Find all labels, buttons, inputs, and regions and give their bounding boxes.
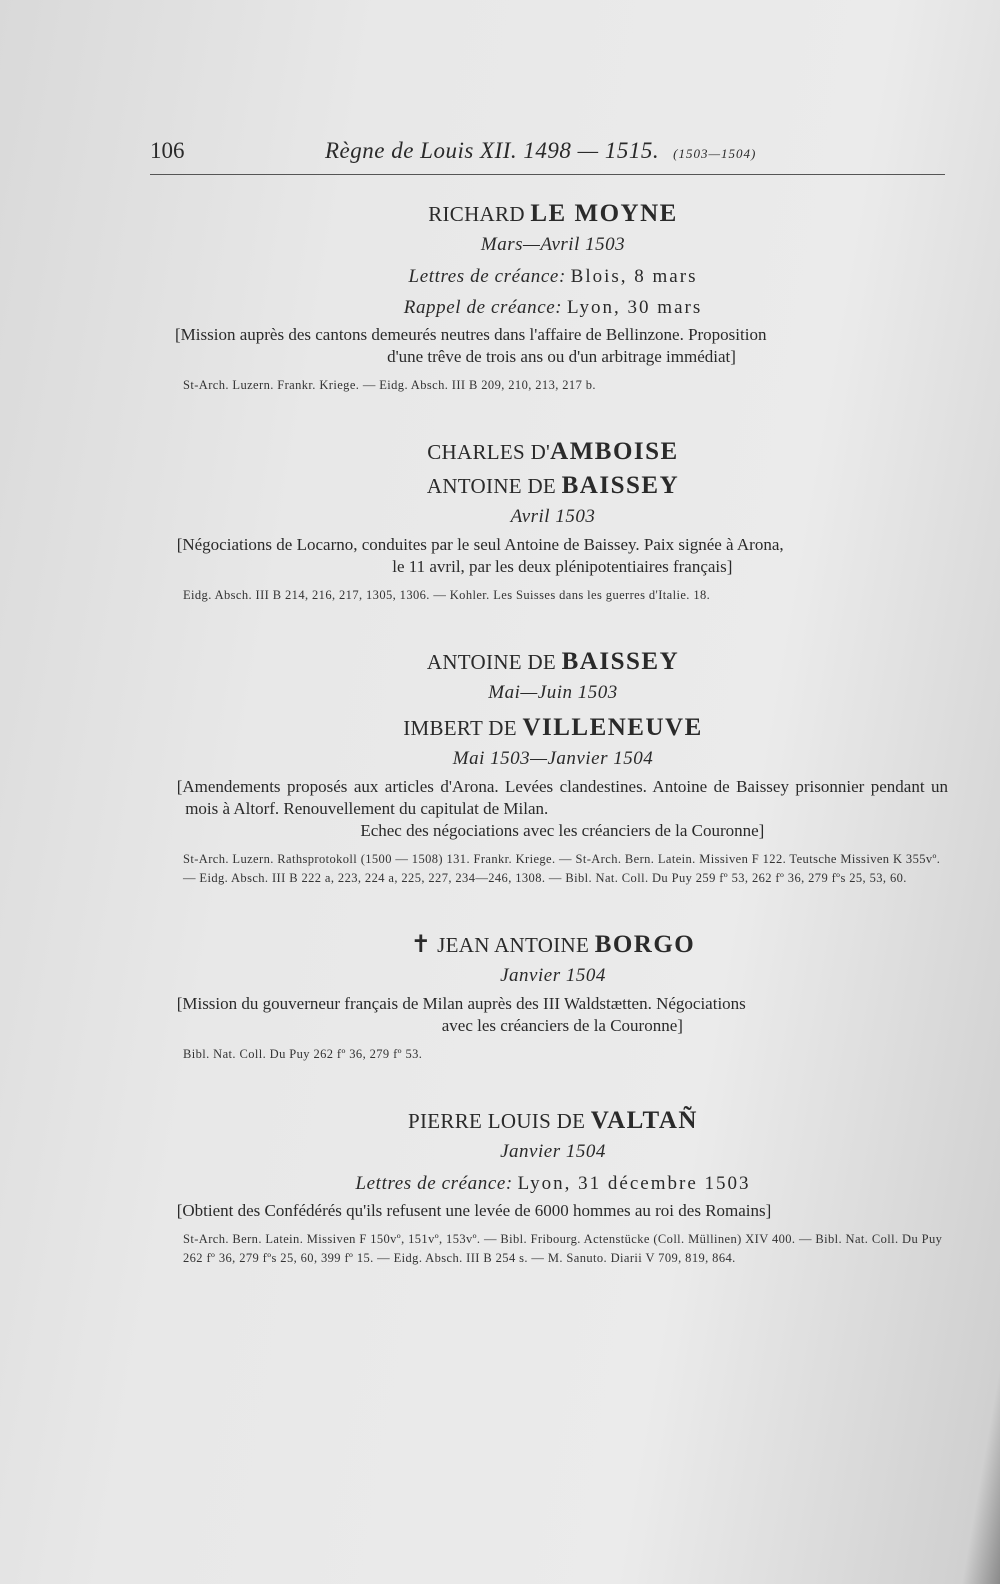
- rappel-de-creance: Rappel de créance: Lyon, 30 mars: [403, 297, 703, 318]
- envoy-name: IMBERT DE VILLENEUVE: [403, 714, 703, 741]
- lettres-de-creance: Lettres de créance: Lyon, 31 décembre 1503: [355, 1173, 751, 1194]
- mission-period: Mars—Avril 1503: [480, 234, 626, 255]
- running-dates: (1503—1504): [673, 146, 757, 161]
- archival-references: St-Arch. Bern. Latein. Missiven F 150vº, 151vº, 153vº. — Bibl. Fribourg. Actenstücke (Coll. Müllinen) XIV 400. — Bibl. Nat. Coll. Du Puy 262 fº 36, 279 fºs 25, 60, 399 fº 15. — Eidg. Absch. III B 254 s. — M. Sanuto. Diarii V 709, 819, 864.: [183, 1232, 943, 1265]
- archival-references: Bibl. Nat. Coll. Du Puy 262 fº 36, 279 fº 53.: [183, 1047, 423, 1061]
- cross-icon: ✝: [410, 932, 432, 958]
- entries-list: [158, 195, 948, 1310]
- mission-period: Janvier 1504: [500, 1141, 606, 1162]
- envoy-name: ANTOINE DE BAISSEY: [426, 472, 680, 499]
- entry-valtan: [158, 1106, 948, 1268]
- header-rule: [150, 174, 945, 175]
- envoy-name: ANTOINE DE BAISSEY: [426, 648, 680, 675]
- archival-references: Eidg. Absch. III B 214, 216, 217, 1305, 1306. — Kohler. Les Suisses dans les guerres d'Italie. 18.: [183, 588, 711, 602]
- archival-references: St-Arch. Luzern. Rathsprotokoll (1500 — 1508) 131. Frankr. Kriege. — St-Arch. Bern. Latein. Missiven F 122. Teutsche Missiven K 355vº. — Eidg. Absch. III B 222 a, 223, 224 a, 225, 227, 234—246, 1308. — Bibl. Nat. Coll. Du Puy 259 fº 53, 262 fº 36, 279 fºs 25, 53, 60.: [183, 852, 941, 885]
- envoy-name: CHARLES D'AMBOISE: [427, 438, 679, 465]
- mission-period: Mai 1503—Janvier 1504: [452, 748, 654, 769]
- mission-description: [Mission du gouverneur français de Milan auprès des III Waldstætten. Négociations avec les créanciers de la Couronne]: [176, 994, 746, 1035]
- mission-period: Mai—Juin 1503: [488, 682, 618, 703]
- entry-borgo: [158, 930, 948, 1064]
- entry-amboise-baissey: [158, 437, 948, 605]
- lettres-de-creance: Lettres de créance: Blois, 8 mars: [408, 266, 698, 287]
- mission-description: [Obtient des Confédérés qu'ils refusent une levée de 6000 hommes au roi des Romains]: [176, 1201, 772, 1220]
- envoy-name: PIERRE LOUIS DE VALTAÑ: [408, 1107, 698, 1134]
- mission-period: Janvier 1504: [500, 965, 606, 986]
- mission-description: [Amendements proposés aux articles d'Arona. Levées clandestines. Antoine de Baissey prisonnier pendant un mois à Altorf. Renouvellement du capitulat de Milan. Echec des négociations avec les créanciers de la Couronne]: [176, 777, 948, 840]
- page-number: 106: [150, 138, 185, 163]
- mission-description: [Mission auprès des cantons demeurés neutres dans l'affaire de Bellinzone. Proposition d'une trêve de trois ans ou d'un arbitrage immédiat]: [175, 325, 767, 366]
- envoy-name: RICHARD LE MOYNE: [428, 200, 678, 227]
- mission-description: [Négociations de Locarno, conduites par le seul Antoine de Baissey. Paix signée à Arona, le 11 avril, par les deux plénipotentiaires français]: [176, 535, 784, 576]
- archival-references: St-Arch. Luzern. Frankr. Kriege. — Eidg. Absch. III B 209, 210, 213, 217 b.: [183, 378, 596, 392]
- entry-baissey-villeneuve: [158, 647, 948, 888]
- envoy-name: ✝ JEAN ANTOINE BORGO: [410, 931, 696, 958]
- mission-period: Avril 1503: [510, 506, 596, 527]
- entry-le-moyne: [158, 199, 948, 395]
- running-title: Règne de Louis XII. 1498 — 1515. (1503—1504): [325, 138, 757, 163]
